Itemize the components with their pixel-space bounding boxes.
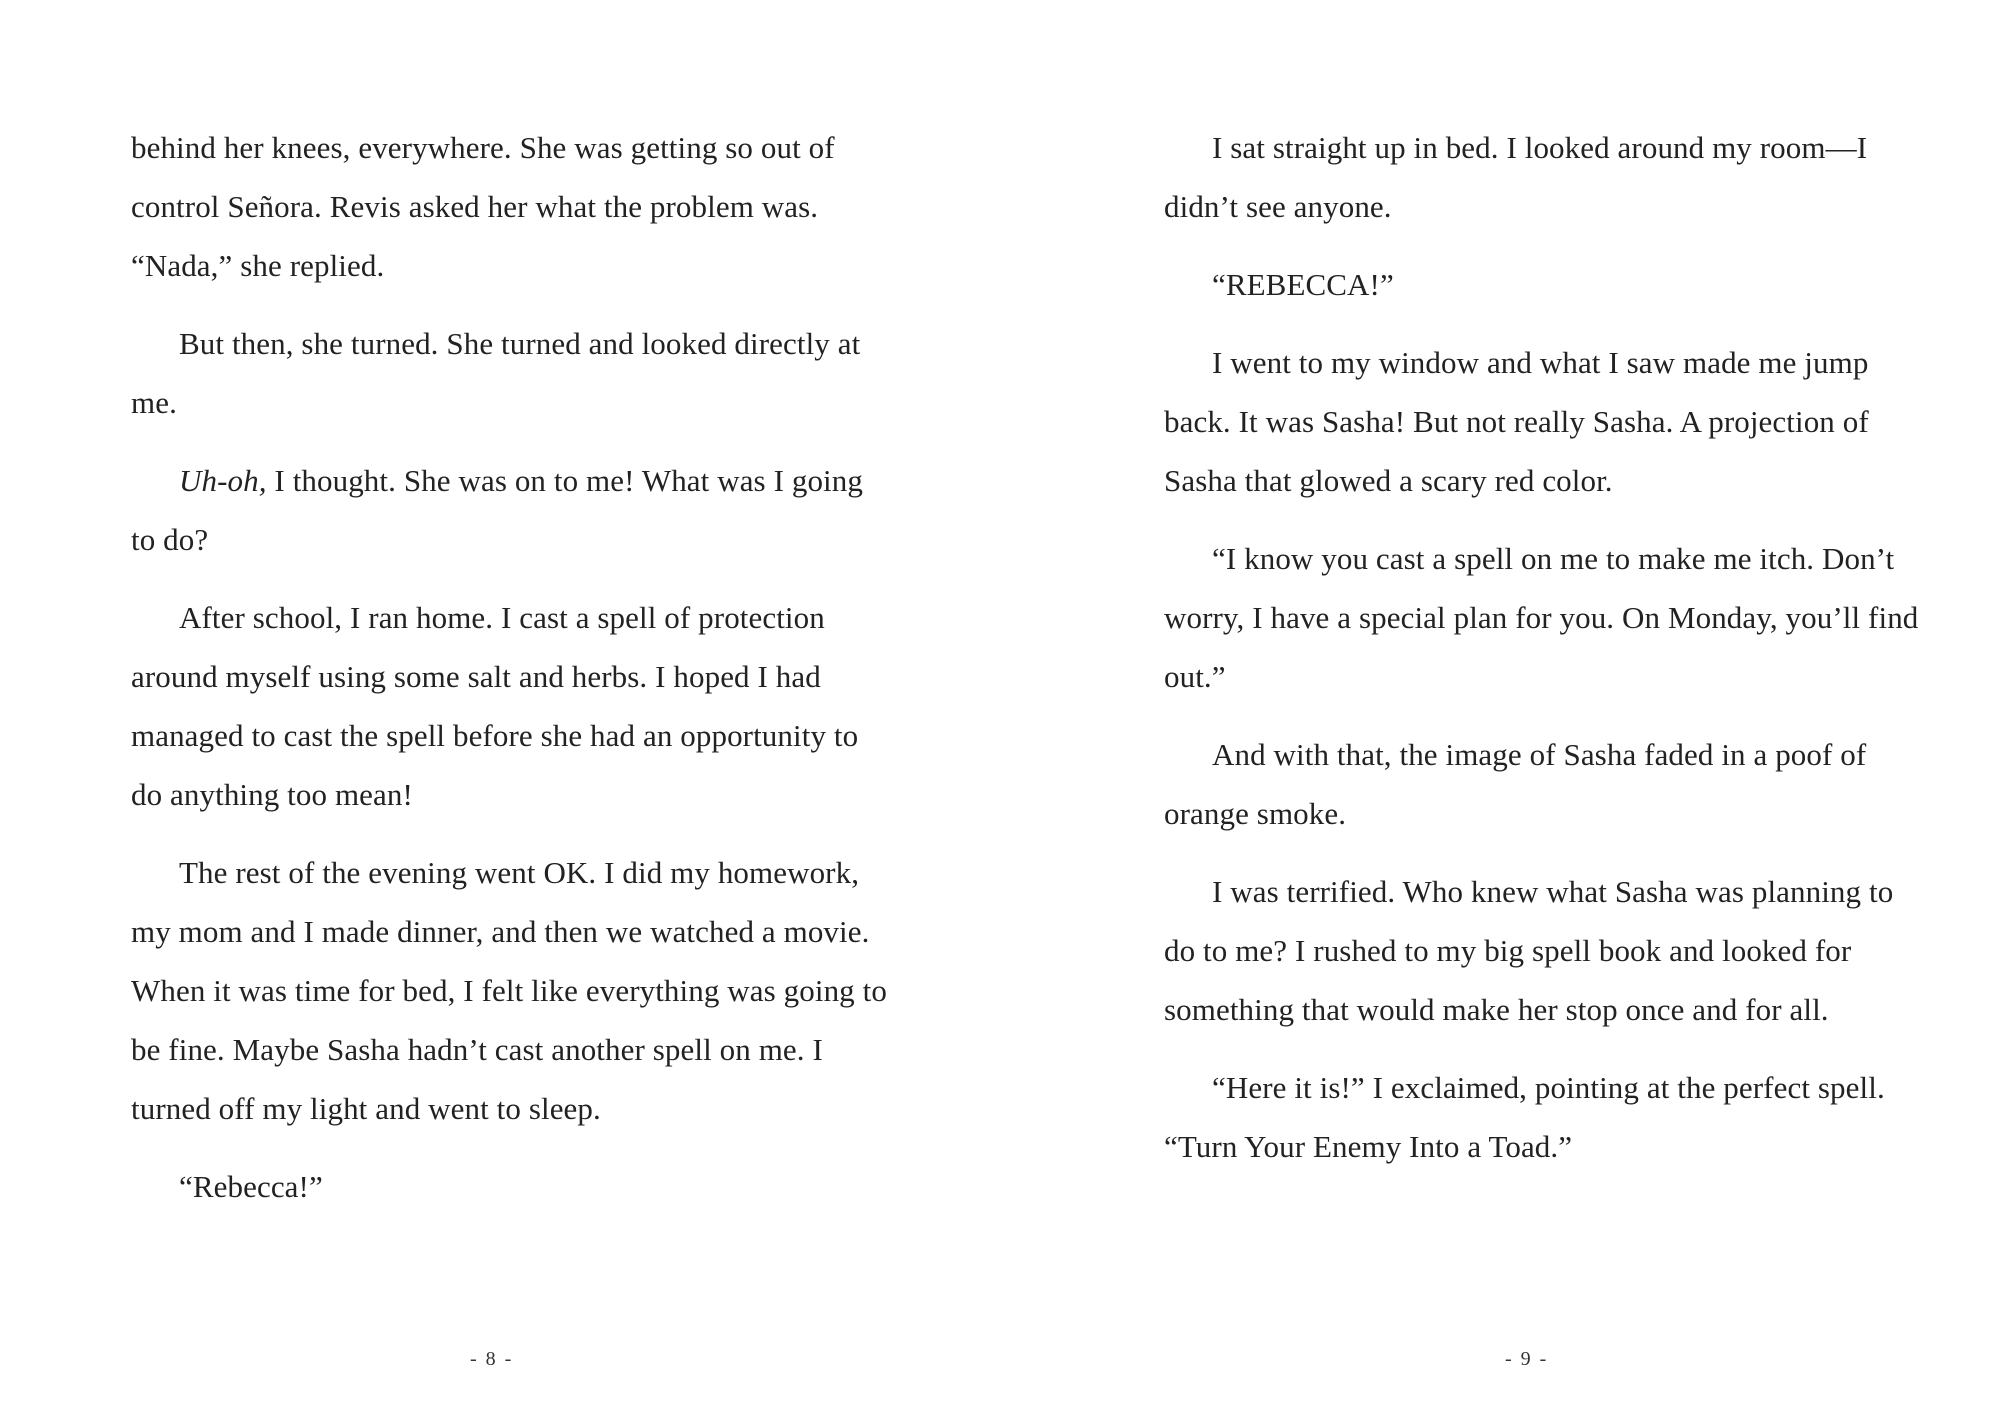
right-page bbox=[1164, 118, 1924, 1195]
paragraph: But then, she turned. She turned and looked directly at me. bbox=[131, 326, 861, 420]
paragraph: The rest of the evening went OK. I did my homework, my mom and I made dinner, and then we watched a movie. When it was time for bed, I felt like everything was going to be fine. Maybe Sasha hadn’t cast another spell on me. I turned off my light and went to sleep. bbox=[131, 855, 887, 1126]
paragraph: I went to my window and what I saw made me jump back. It was Sasha! But not really Sasha. A projection of Sasha that glowed a scary red color. bbox=[1164, 345, 1869, 498]
paragraph: behind her knees, everywhere. She was getting so out of control Señora. Revis asked her what the problem was. “Nada,” she replied. bbox=[131, 130, 835, 283]
paragraph: And with that, the image of Sasha faded in a poof of orange smoke. bbox=[1164, 737, 1867, 831]
page-number-right: - 9 - bbox=[1505, 1348, 1549, 1370]
paragraph: I was terrified. Who knew what Sasha was planning to do to me? I rushed to my big spell book and looked for something that would make her stop once and for all. bbox=[1164, 874, 1894, 1027]
paragraph: After school, I ran home. I cast a spell of protection around myself using some salt and herbs. I hoped I had managed to cast the spell before she had an opportunity to do anything too mean! bbox=[131, 600, 859, 812]
paragraph: “I know you cast a spell on me to make me itch. Don’t worry, I have a special plan for you. On Monday, you’ll find out.” bbox=[1164, 541, 1919, 694]
italic-lead: Uh-oh, bbox=[179, 463, 267, 498]
paragraph: “REBECCA!” bbox=[1212, 267, 1394, 302]
paragraph: “Rebecca!” bbox=[179, 1169, 323, 1204]
paragraph bbox=[131, 451, 891, 569]
page-number-left: - 8 - bbox=[470, 1348, 514, 1370]
paragraph: I sat straight up in bed. I looked around my room—I didn’t see anyone. bbox=[1164, 130, 1868, 224]
left-page bbox=[131, 118, 891, 1235]
paragraph: “Here it is!” I exclaimed, pointing at the perfect spell. “Turn Your Enemy Into a Toad.” bbox=[1164, 1070, 1885, 1164]
paragraph-text: I thought. She was on to me! What was I going to do? bbox=[131, 463, 863, 557]
